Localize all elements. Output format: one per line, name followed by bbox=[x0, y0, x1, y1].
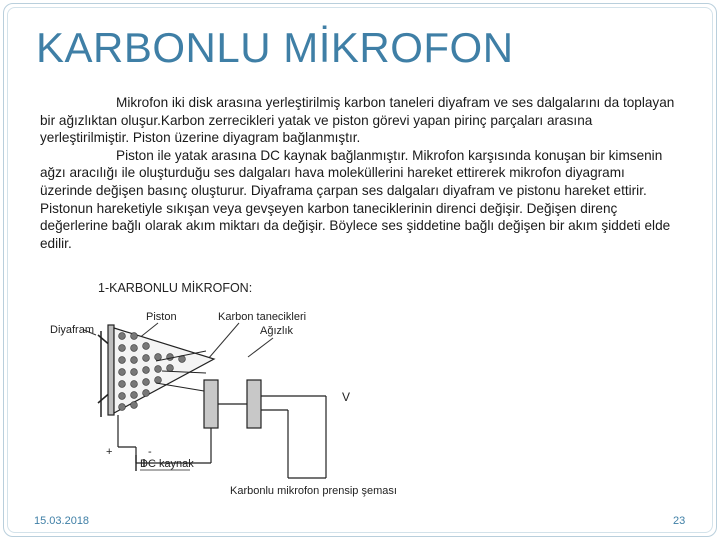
label-dc-kaynak: DC kaynak bbox=[140, 458, 194, 470]
label-v: V bbox=[342, 390, 351, 404]
label-agizlik: Ağızlık bbox=[260, 325, 294, 337]
label-karbon-tanecikleri: Karbon tanecikleri bbox=[218, 311, 307, 323]
diagram-caption: Karbonlu mikrofon prensip şeması bbox=[230, 485, 397, 497]
footer-date: 15.03.2018 bbox=[34, 515, 90, 527]
footer-page-number: 23 bbox=[673, 515, 686, 527]
label-piston: Piston bbox=[146, 311, 177, 323]
slide-title: KARBONLU MİKROFON bbox=[36, 24, 514, 71]
paragraph-2: Piston ile yatak arasına DC kaynak bağlanmıştır. Mikrofon karşısında konuşan bir kimsenin ağzı aracılığı ile oluşturduğu ses dalgaları hava moleküllerini hareket ettirerek mikrofon diyagramı üzerinde değişen basınç oluşturur. Diyaframa çarpan ses dalgaları diyafram ve pistonu hareket ettirir. Pistonun hareketiyle sıkışan veya gevşeyen karbon taneciklerinin direnci değişir. Değişen direnç değerlerine bağlı olarak akım miktarı da değişir. Böylece ses şiddetine bağlı değişen bir akım şiddeti elde edilir. bbox=[40, 147, 671, 251]
label-diyafram: Diyafram bbox=[50, 324, 95, 336]
diagram-heading: 1-KARBONLU MİKROFON: bbox=[98, 281, 253, 295]
label-plus: + bbox=[106, 446, 113, 458]
carbon-microphone-diagram bbox=[36, 273, 438, 503]
slide-body bbox=[40, 94, 680, 252]
piston-disk bbox=[108, 325, 114, 415]
label-minus: - bbox=[148, 446, 152, 458]
paragraph-1: Mikrofon iki disk arasına yerleştirilmiş karbon taneleri diyafram ve ses dalgalarını da toplayan bir ağızlıktan oluşur.Karbon zerrecikleri yatak ve piston görevi yapan pirinç parçaları arasına yerleştirilmiştir. Piston üzerine diyagram bağlanmıştır. bbox=[40, 95, 675, 146]
